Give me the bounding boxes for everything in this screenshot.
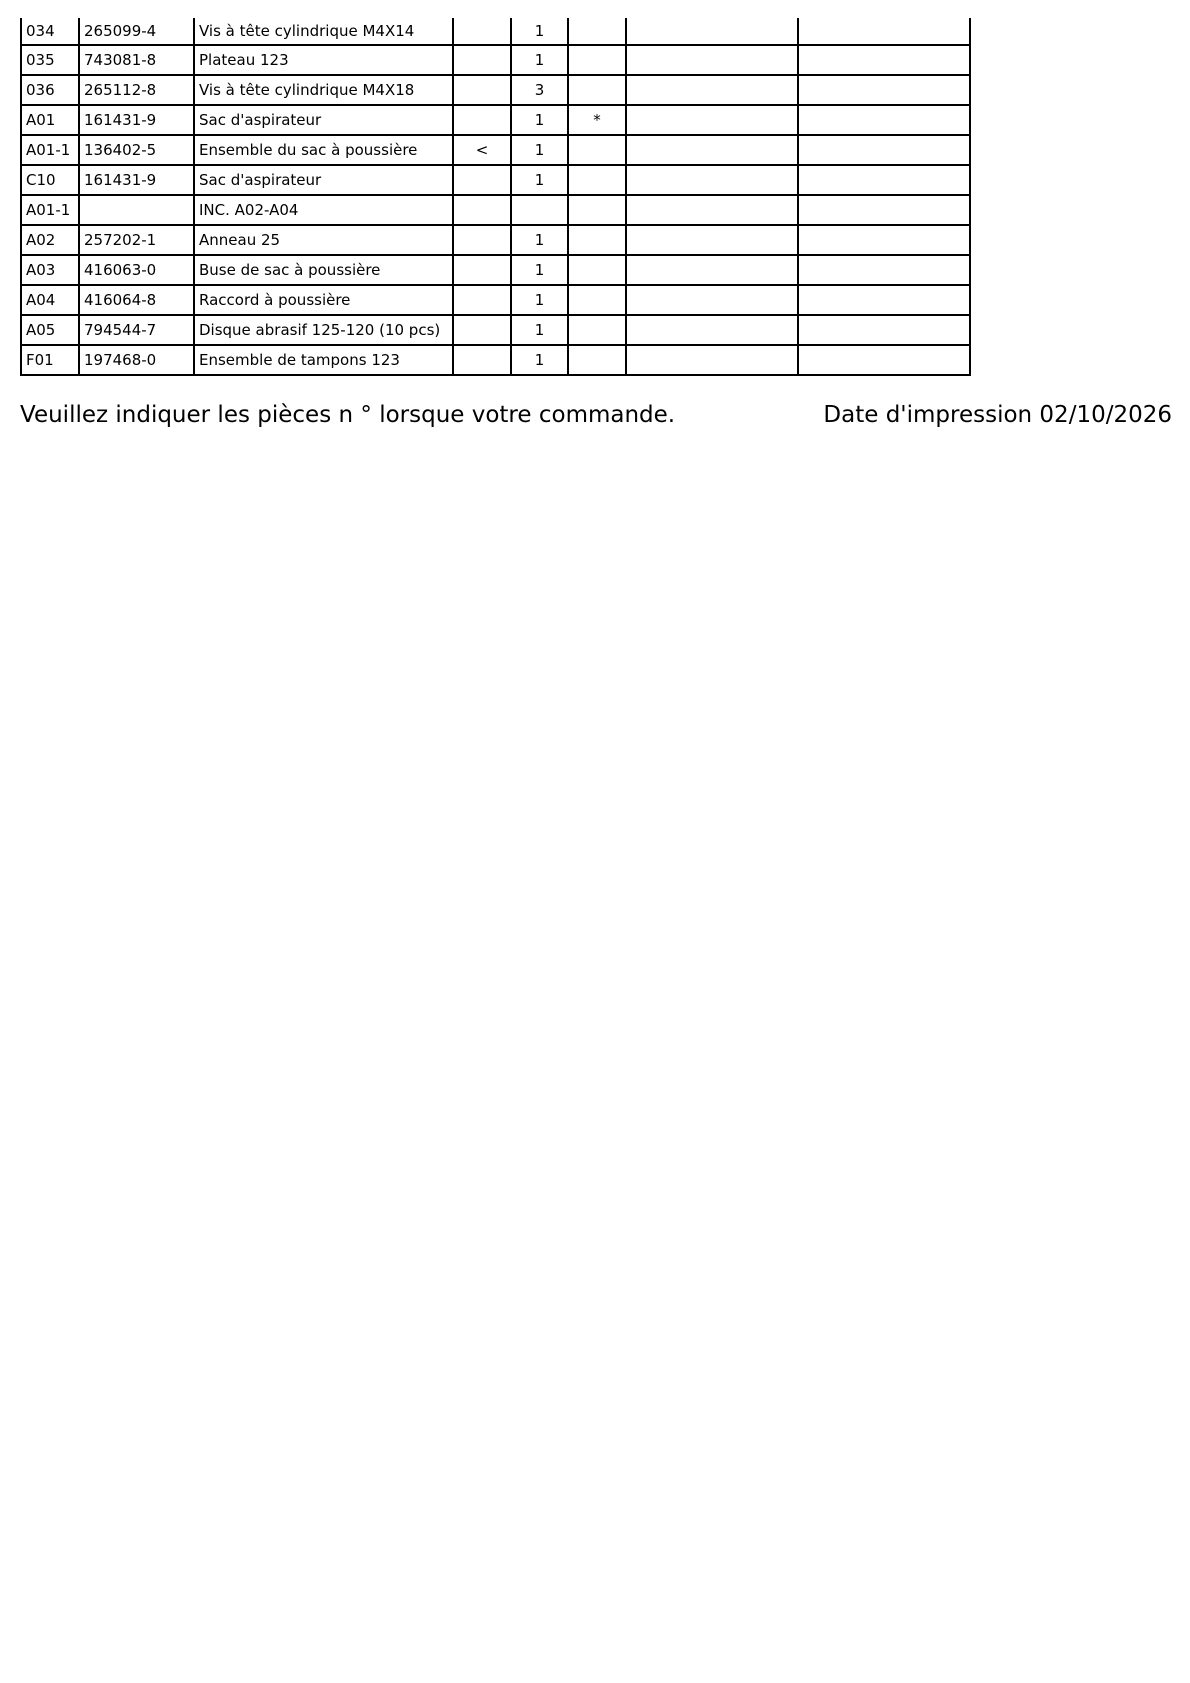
cell-note bbox=[568, 225, 626, 255]
table-row bbox=[21, 105, 970, 135]
cell-note bbox=[568, 45, 626, 75]
cell-mark bbox=[453, 225, 511, 255]
cell-item-number: F01 bbox=[21, 345, 79, 375]
cell-extra-1 bbox=[626, 75, 798, 105]
cell-quantity: 1 bbox=[511, 255, 568, 285]
parts-table-body bbox=[21, 18, 970, 375]
cell-extra-1 bbox=[626, 18, 798, 45]
cell-item-number: A01 bbox=[21, 105, 79, 135]
cell-quantity bbox=[511, 195, 568, 225]
cell-extra-2 bbox=[798, 225, 970, 255]
cell-part-number: 136402-5 bbox=[79, 135, 194, 165]
cell-mark bbox=[453, 255, 511, 285]
table-row bbox=[21, 345, 970, 375]
cell-mark bbox=[453, 315, 511, 345]
cell-item-number: A04 bbox=[21, 285, 79, 315]
cell-item-number: A01-1 bbox=[21, 195, 79, 225]
cell-extra-2 bbox=[798, 45, 970, 75]
order-instruction-note: Veuillez indiquer les pièces n ° lorsque votre commande. bbox=[20, 402, 676, 428]
table-row bbox=[21, 315, 970, 345]
cell-quantity: 1 bbox=[511, 315, 568, 345]
cell-extra-2 bbox=[798, 18, 970, 45]
cell-extra-2 bbox=[798, 75, 970, 105]
cell-extra-1 bbox=[626, 255, 798, 285]
cell-item-number: A01-1 bbox=[21, 135, 79, 165]
cell-quantity: 1 bbox=[511, 225, 568, 255]
cell-extra-1 bbox=[626, 165, 798, 195]
cell-item-number: C10 bbox=[21, 165, 79, 195]
print-date: Date d'impression 02/10/2026 bbox=[823, 402, 1172, 428]
cell-description: Disque abrasif 125-120 (10 pcs) bbox=[194, 315, 453, 345]
cell-note bbox=[568, 285, 626, 315]
cell-item-number: A02 bbox=[21, 225, 79, 255]
cell-description: Anneau 25 bbox=[194, 225, 453, 255]
cell-quantity: 1 bbox=[511, 18, 568, 45]
cell-note bbox=[568, 315, 626, 345]
cell-quantity: 3 bbox=[511, 75, 568, 105]
cell-extra-2 bbox=[798, 105, 970, 135]
cell-description: Plateau 123 bbox=[194, 45, 453, 75]
cell-mark bbox=[453, 105, 511, 135]
cell-note bbox=[568, 195, 626, 225]
cell-extra-2 bbox=[798, 255, 970, 285]
cell-note: * bbox=[568, 105, 626, 135]
table-row bbox=[21, 165, 970, 195]
cell-part-number: 265099-4 bbox=[79, 18, 194, 45]
cell-note bbox=[568, 165, 626, 195]
table-row bbox=[21, 195, 970, 225]
parts-table bbox=[20, 18, 971, 376]
cell-note bbox=[568, 18, 626, 45]
cell-part-number: 161431-9 bbox=[79, 165, 194, 195]
cell-part-number: 416064-8 bbox=[79, 285, 194, 315]
cell-part-number: 794544-7 bbox=[79, 315, 194, 345]
cell-quantity: 1 bbox=[511, 165, 568, 195]
cell-note bbox=[568, 345, 626, 375]
cell-extra-1 bbox=[626, 225, 798, 255]
cell-description: Ensemble de tampons 123 bbox=[194, 345, 453, 375]
cell-mark bbox=[453, 195, 511, 225]
table-row bbox=[21, 18, 970, 45]
cell-extra-2 bbox=[798, 315, 970, 345]
cell-quantity: 1 bbox=[511, 135, 568, 165]
cell-mark bbox=[453, 18, 511, 45]
cell-quantity: 1 bbox=[511, 105, 568, 135]
table-row bbox=[21, 135, 970, 165]
cell-mark bbox=[453, 345, 511, 375]
cell-mark bbox=[453, 285, 511, 315]
cell-mark bbox=[453, 75, 511, 105]
cell-extra-2 bbox=[798, 285, 970, 315]
cell-extra-1 bbox=[626, 195, 798, 225]
cell-item-number: 034 bbox=[21, 18, 79, 45]
cell-extra-2 bbox=[798, 345, 970, 375]
cell-part-number: 416063-0 bbox=[79, 255, 194, 285]
cell-note bbox=[568, 135, 626, 165]
cell-mark bbox=[453, 165, 511, 195]
cell-item-number: 036 bbox=[21, 75, 79, 105]
cell-description: INC. A02-A04 bbox=[194, 195, 453, 225]
cell-extra-1 bbox=[626, 285, 798, 315]
cell-item-number: 035 bbox=[21, 45, 79, 75]
cell-mark: < bbox=[453, 135, 511, 165]
cell-note bbox=[568, 255, 626, 285]
cell-part-number: 257202-1 bbox=[79, 225, 194, 255]
cell-part-number: 265112-8 bbox=[79, 75, 194, 105]
cell-extra-2 bbox=[798, 165, 970, 195]
cell-description: Ensemble du sac à poussière bbox=[194, 135, 453, 165]
cell-description: Buse de sac à poussière bbox=[194, 255, 453, 285]
cell-part-number bbox=[79, 195, 194, 225]
table-row bbox=[21, 255, 970, 285]
cell-extra-1 bbox=[626, 135, 798, 165]
table-row bbox=[21, 285, 970, 315]
cell-mark bbox=[453, 45, 511, 75]
cell-item-number: A05 bbox=[21, 315, 79, 345]
cell-part-number: 743081-8 bbox=[79, 45, 194, 75]
cell-description: Raccord à poussière bbox=[194, 285, 453, 315]
cell-extra-2 bbox=[798, 135, 970, 165]
cell-note bbox=[568, 75, 626, 105]
cell-quantity: 1 bbox=[511, 45, 568, 75]
cell-extra-1 bbox=[626, 315, 798, 345]
cell-part-number: 197468-0 bbox=[79, 345, 194, 375]
cell-part-number: 161431-9 bbox=[79, 105, 194, 135]
cell-extra-1 bbox=[626, 45, 798, 75]
cell-description: Vis à tête cylindrique M4X14 bbox=[194, 18, 453, 45]
table-row bbox=[21, 45, 970, 75]
cell-quantity: 1 bbox=[511, 285, 568, 315]
cell-description: Vis à tête cylindrique M4X18 bbox=[194, 75, 453, 105]
table-row bbox=[21, 225, 970, 255]
cell-description: Sac d'aspirateur bbox=[194, 165, 453, 195]
cell-quantity: 1 bbox=[511, 345, 568, 375]
table-row bbox=[21, 75, 970, 105]
cell-extra-1 bbox=[626, 345, 798, 375]
cell-description: Sac d'aspirateur bbox=[194, 105, 453, 135]
cell-item-number: A03 bbox=[21, 255, 79, 285]
cell-extra-2 bbox=[798, 195, 970, 225]
cell-extra-1 bbox=[626, 105, 798, 135]
